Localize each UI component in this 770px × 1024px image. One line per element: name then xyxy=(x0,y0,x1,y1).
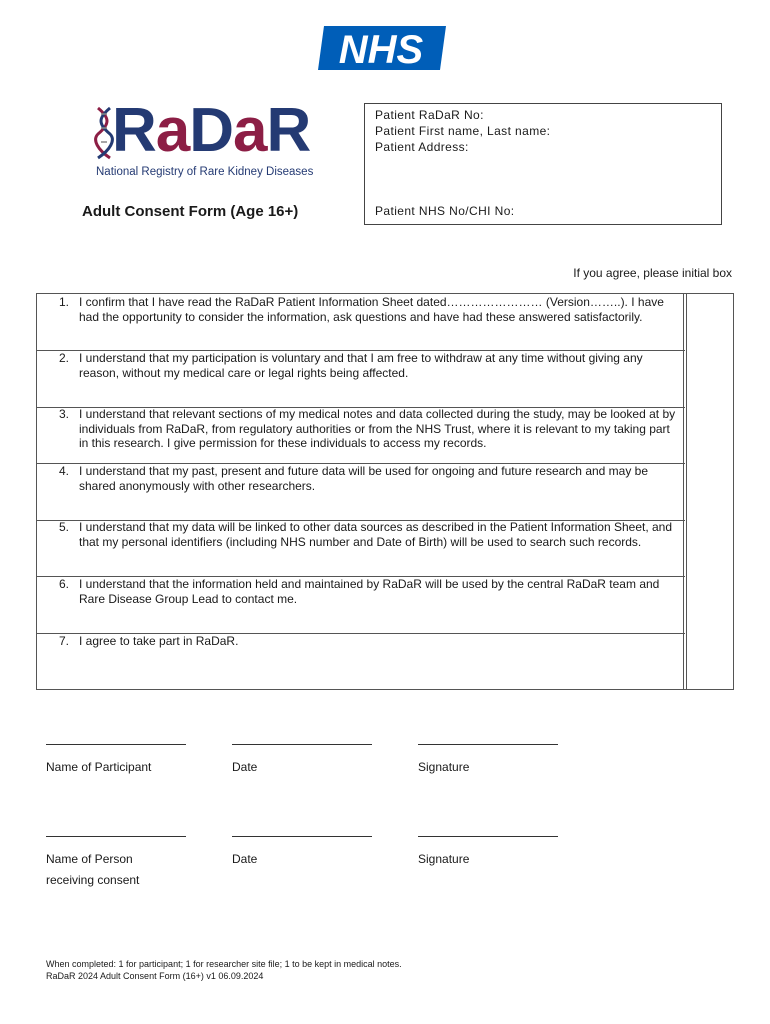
receiver-name-label: Name of Person xyxy=(46,852,133,866)
participant-signature-line[interactable] xyxy=(418,744,558,745)
form-title: Adult Consent Form (Age 16+) xyxy=(82,203,299,220)
receiver-date-label: Date xyxy=(232,852,258,866)
consent-statement: 4. I understand that my past, present and future data will be used for ongoing and future research and may be shared anonymously with other researchers. xyxy=(59,464,649,493)
svg-text:NHS: NHS xyxy=(338,28,424,70)
receiver-name-label-line2: receiving consent xyxy=(46,873,140,887)
consent-statement: 3. I understand that relevant sections of my medical notes and data collected during the study, may be looked at by individuals from RaDaR, from regulatory authorities or from the NHS Trust, where it is relevant to my taking part in this research. I give permission for these individuals to access my records. xyxy=(59,407,676,451)
initial-box-6[interactable] xyxy=(687,577,733,633)
participant-name-label: Name of Participant xyxy=(46,760,152,774)
patient-radar-no-label: Patient RaDaR No: xyxy=(375,108,484,122)
initial-box-3[interactable] xyxy=(687,408,733,463)
initial-box-5[interactable] xyxy=(687,521,733,576)
consent-statement: 6. I understand that the information held and maintained by RaDaR will be used by the central RaDaR team and Rare Disease Group Lead to contact me. xyxy=(59,577,660,606)
footer-distribution-note: When completed: 1 for participant; 1 for researcher site file; 1 to be kept in medical notes. xyxy=(46,959,402,969)
consent-statement: 7. I agree to take part in RaDaR. xyxy=(59,634,239,648)
participant-date-label: Date xyxy=(232,760,258,774)
consent-statements-table xyxy=(36,293,734,690)
patient-nhs-no-label: Patient NHS No/CHI No: xyxy=(375,204,515,218)
consent-statement: 1. I confirm that I have read the RaDaR Patient Information Sheet dated…………………… (Version……..). I have had the opportunity to consider the information, ask questions and have had these answered satisfactorily. xyxy=(59,295,664,324)
radar-wordmark: RaDaR xyxy=(112,96,311,165)
participant-name-line[interactable] xyxy=(46,744,186,745)
patient-details-box[interactable] xyxy=(364,103,722,225)
initial-column-divider xyxy=(683,294,684,689)
patient-address-label: Patient Address: xyxy=(375,140,469,154)
consent-statement: 2. I understand that my participation is voluntary and that I am free to withdraw at any time without giving any reason, without my medical care or legal rights being affected. xyxy=(59,351,643,380)
radar-subtitle: National Registry of Rare Kidney Diseases xyxy=(96,166,314,178)
receiver-signature-label: Signature xyxy=(418,852,470,866)
footer-version: RaDaR 2024 Adult Consent Form (16+) v1 06.09.2024 xyxy=(46,971,264,981)
nhs-logo xyxy=(318,26,446,70)
participant-signature-label: Signature xyxy=(418,760,470,774)
patient-name-label: Patient First name, Last name: xyxy=(375,124,551,138)
initial-box-1[interactable] xyxy=(687,294,733,350)
initial-box-2[interactable] xyxy=(687,351,733,407)
radar-logo xyxy=(94,96,344,182)
initial-box-4[interactable] xyxy=(687,464,733,520)
receiver-signature-line[interactable] xyxy=(418,836,558,837)
participant-date-line[interactable] xyxy=(232,744,372,745)
initial-box-7[interactable] xyxy=(687,634,733,689)
consent-statement: 5. I understand that my data will be linked to other data sources as described in the Patient Information Sheet, and that my personal identifiers (including NHS number and Date of Birth) will be used to search such records. xyxy=(59,520,673,549)
dna-helix-icon xyxy=(94,106,114,160)
receiver-name-line[interactable] xyxy=(46,836,186,837)
initial-box-instruction: If you agree, please initial box xyxy=(573,266,732,280)
receiver-date-line[interactable] xyxy=(232,836,372,837)
